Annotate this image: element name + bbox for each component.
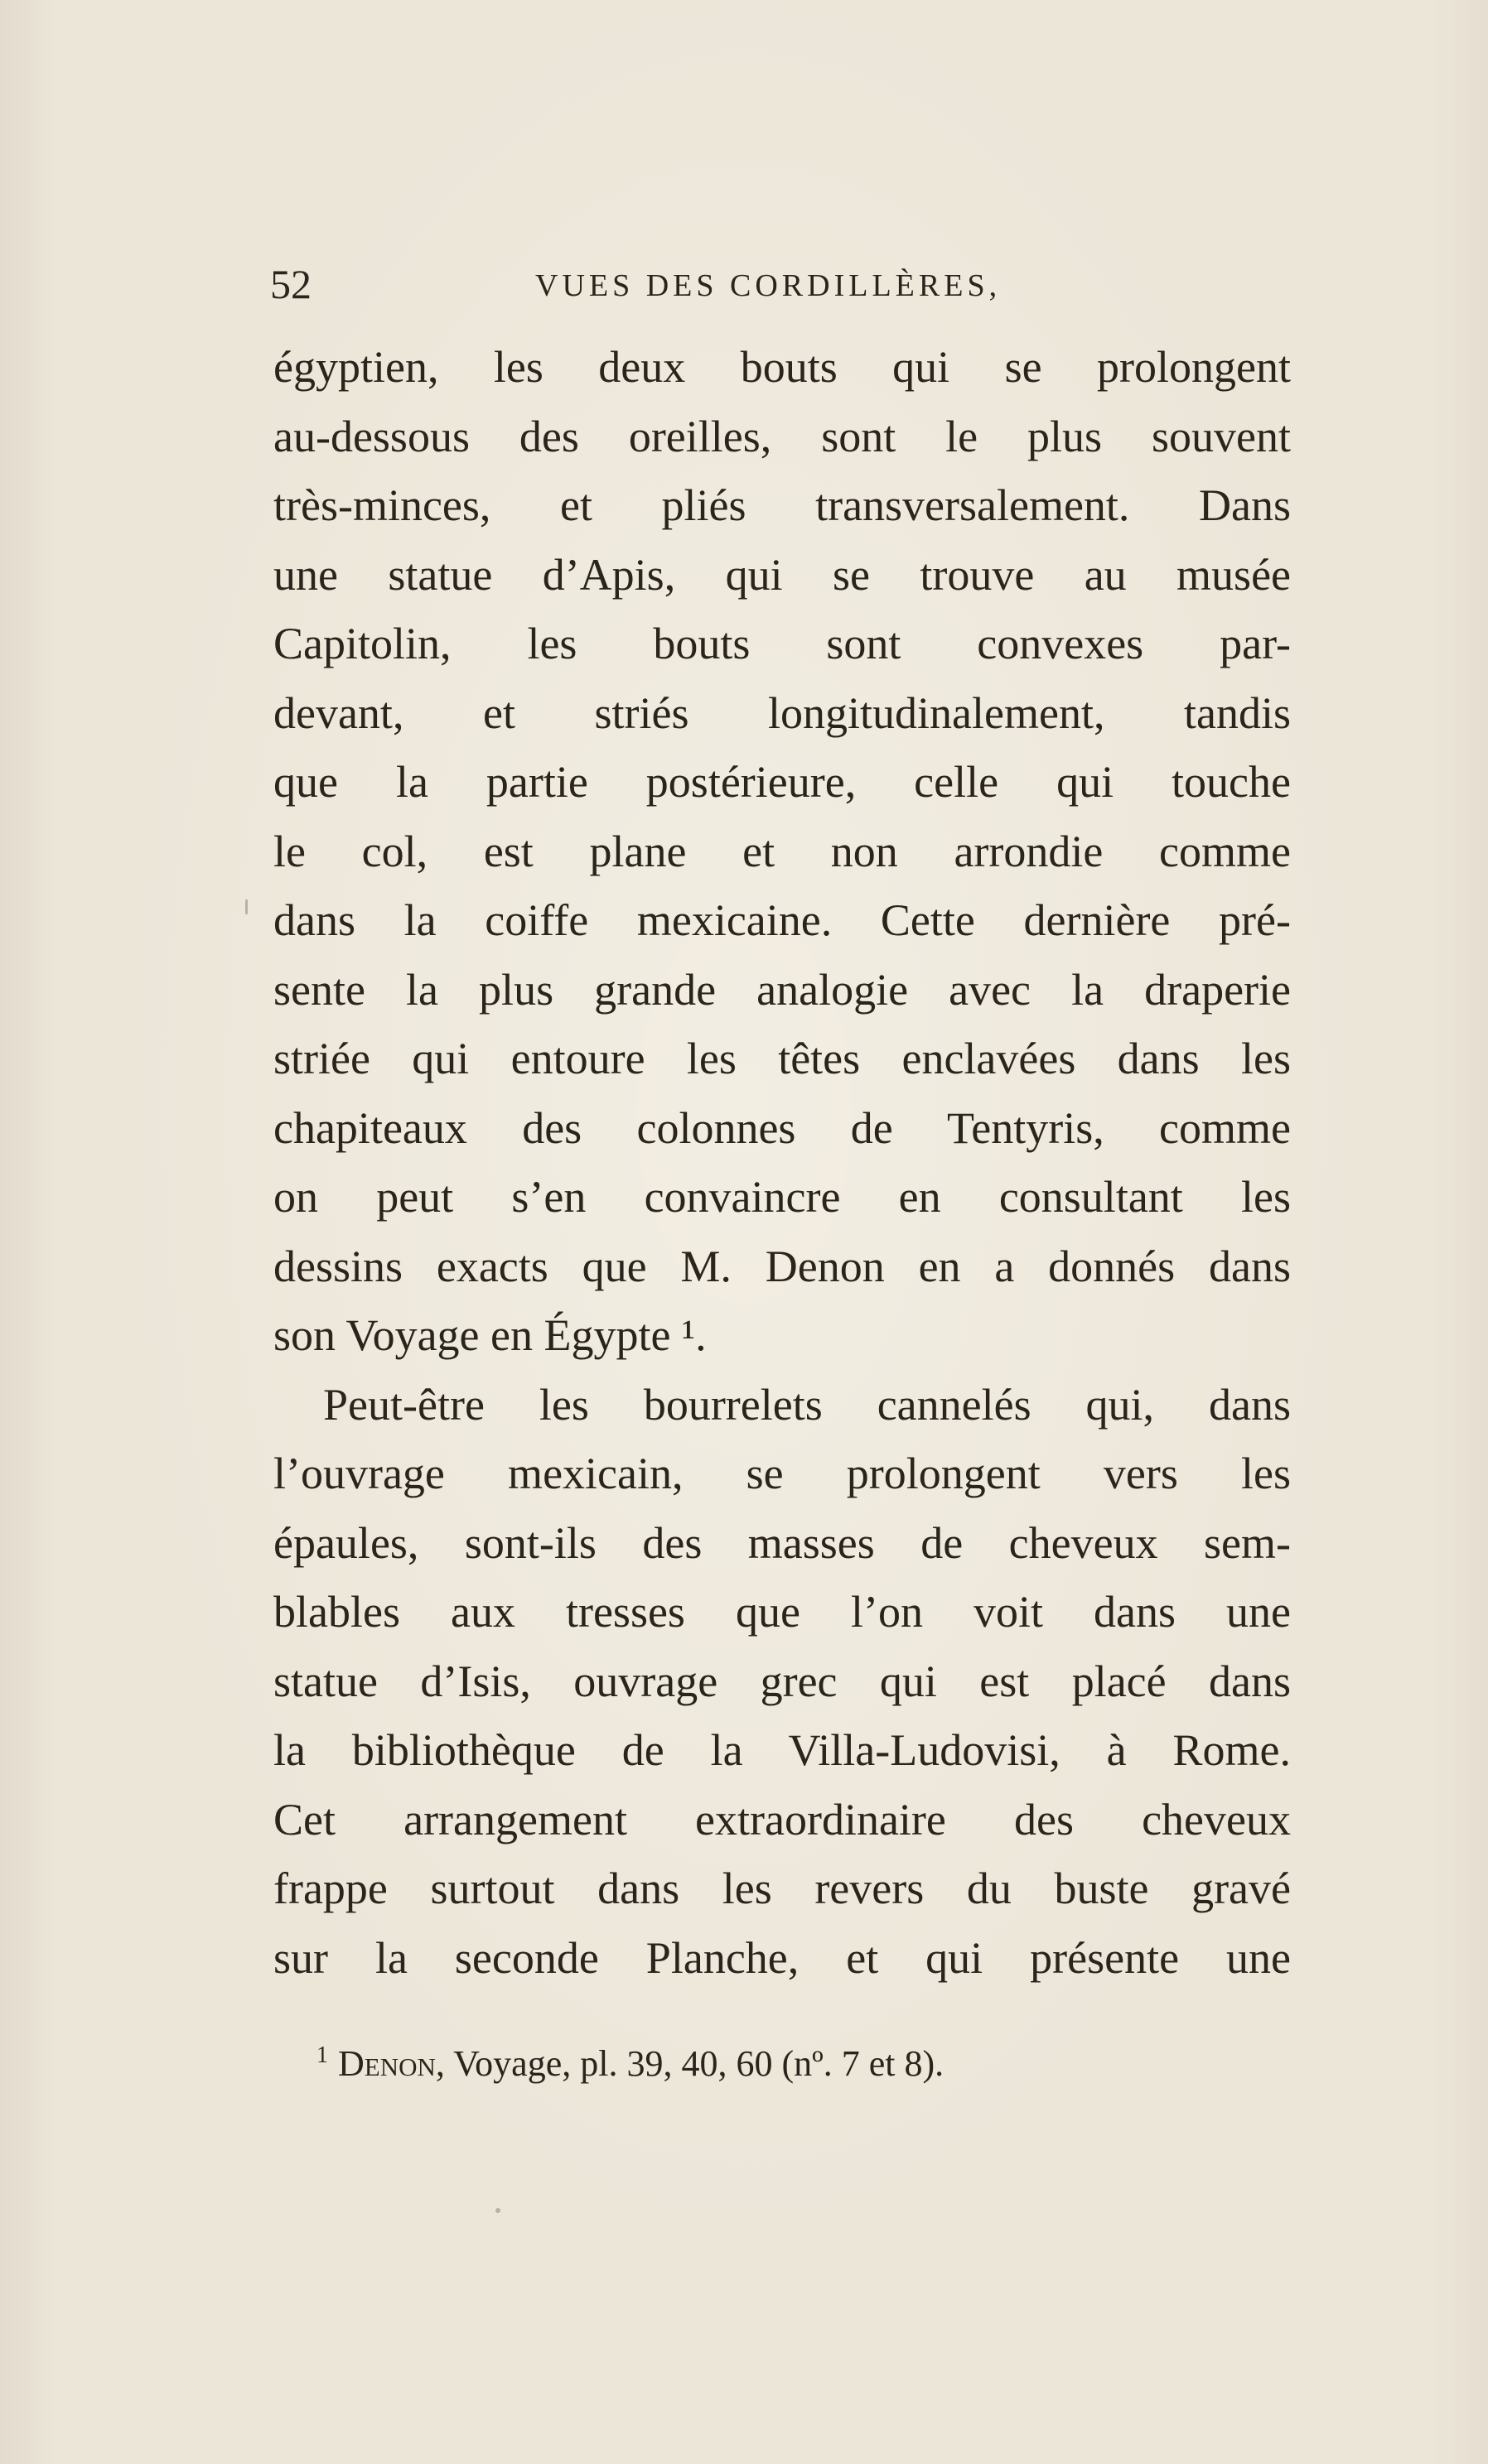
paragraph-start-line: Peut-être les bourrelets cannelés qui, dans <box>323 1379 1291 1430</box>
text-line: on peut s’en convaincre en consultant les <box>273 1172 1291 1222</box>
paragraph-end-line: son Voyage en Égypte ¹. <box>273 1310 707 1360</box>
text-line: sente la plus grande analogie avec la draperie <box>273 964 1291 1015</box>
text-line: très-minces, et pliés transversalement. Dans <box>273 480 1291 530</box>
text-line: au-dessous des oreilles, sont le plus souvent <box>273 411 1291 461</box>
page-header <box>270 258 1291 316</box>
page-number: 52 <box>270 261 312 307</box>
footnote <box>316 2044 944 2082</box>
paper-speck <box>495 2208 500 2213</box>
body-text <box>273 333 1291 1993</box>
text-line: dessins exacts que M. Denon en a donnés dans <box>273 1241 1291 1291</box>
text-line: frappe surtout dans les revers du buste gravé <box>273 1864 1291 1913</box>
text-line: l’ouvrage mexicain, se prolongent vers les <box>273 1449 1291 1498</box>
text-line: le col, est plane et non arrondie comme <box>273 826 1291 876</box>
text-line: blables aux tresses que l’on voit dans une <box>273 1587 1291 1637</box>
text-line: statue d’Isis, ouvrage grec qui est placé dans <box>273 1656 1291 1706</box>
paper-speck <box>245 899 248 914</box>
text-line: Capitolin, les bouts sont convexes par- <box>273 619 1291 668</box>
footnote-author: Denon <box>338 2043 436 2084</box>
text-line: striée qui entoure les têtes enclavées dans les <box>273 1034 1291 1083</box>
text-line: chapiteaux des colonnes de Tentyris, comme <box>273 1102 1291 1153</box>
text-line: la bibliothèque de la Villa-Ludovisi, à Rome. <box>273 1725 1291 1775</box>
text-line: devant, et striés longitudinalement, tandis <box>273 687 1291 738</box>
footnote-text: , Voyage, pl. 39, 40, 60 (nº. 7 et 8). <box>435 2043 944 2084</box>
footnote-marker: 1 <box>316 2042 328 2068</box>
text-line: une statue d’Apis, qui se trouve au musée <box>273 549 1291 600</box>
text-line: que la partie postérieure, celle qui touche <box>273 757 1291 807</box>
text-line: épaules, sont-ils des masses de cheveux sem- <box>273 1517 1291 1568</box>
running-title: VUES DES CORDILLÈRES, <box>535 268 1002 303</box>
text-line: sur la seconde Planche, et qui présente une <box>273 1932 1291 1983</box>
text-line: Cet arrangement extraordinaire des cheveux <box>273 1794 1291 1844</box>
text-line: dans la coiffe mexicaine. Cette dernière pré- <box>273 895 1291 945</box>
text-line: égyptien, les deux bouts qui se prolongent <box>273 342 1291 392</box>
